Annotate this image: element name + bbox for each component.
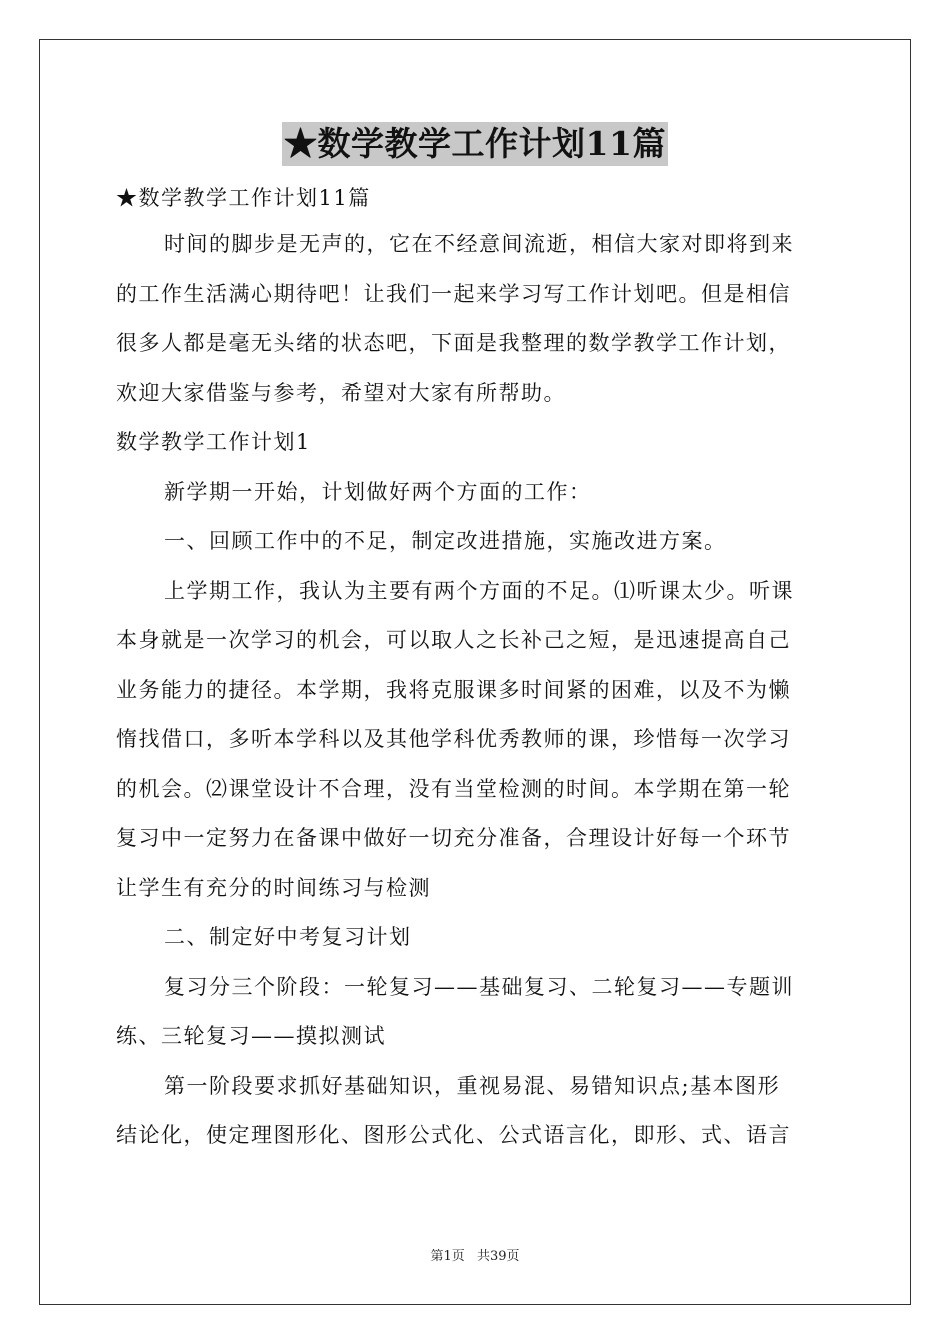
- text-line: 第一阶段要求抓好基础知识，重视易混、易错知识点;基本图形: [164, 1073, 781, 1098]
- text-line: 一、回顾工作中的不足，制定改进措施，实施改进方案。: [164, 529, 727, 553]
- text-line: 的机会。⑵课堂设计不合理，没有当堂检测的时间。本学期在第一轮: [116, 776, 791, 801]
- text-line: 复习分三个阶段：一轮复习——基础复习、二轮复习——专题训: [164, 974, 794, 999]
- text-line: 惰找借口，多听本学科以及其他学科优秀教师的课，珍惜每一次学习: [116, 727, 791, 751]
- text-line: 新学期一开始，计划做好两个方面的工作：: [164, 479, 592, 504]
- text-line: 业务能力的捷径。本学期，我将克服课多时间紧的困难，以及不为懒: [116, 677, 791, 702]
- page-footer: [0, 1245, 950, 1264]
- text-line: 上学期工作，我认为主要有两个方面的不足。⑴听课太少。听课: [164, 578, 794, 603]
- document-title: ★数学教学工作计划11篇: [282, 122, 668, 166]
- text-line: 的工作生活满心期待吧！让我们一起来学习写工作计划吧。但是相信: [116, 281, 791, 306]
- text-line: 结论化，使定理图形化、图形公式化、公式语言化，即形、式、语言: [116, 1123, 791, 1147]
- text-line: 本身就是一次学习的机会，可以取人之长补己之短，是迅速提高自己: [116, 628, 791, 652]
- text-line: 时间的脚步是无声的，它在不经意间流逝，相信大家对即将到来: [164, 232, 794, 256]
- text-line: 复习中一定努力在备课中做好一切充分准备，合理设计好每一个环节: [116, 826, 791, 850]
- text-line: 欢迎大家借鉴与参考，希望对大家有所帮助。: [116, 380, 566, 405]
- page-number: 第1页: [430, 1249, 465, 1264]
- text-line: 让学生有充分的时间练习与检测: [116, 875, 431, 900]
- text-line: 数学教学工作计划1: [116, 430, 311, 454]
- page-total: 共39页: [476, 1249, 520, 1264]
- text-line: 二、制定好中考复习计划: [164, 925, 412, 949]
- text-line: 很多人都是毫无头绪的状态吧，下面是我整理的数学教学工作计划，: [116, 331, 791, 355]
- title-container: [0, 122, 950, 166]
- subtitle-line: ★数学教学工作计划11篇: [116, 186, 371, 210]
- text-line: 练、三轮复习——摸拟测试: [116, 1024, 386, 1048]
- document-body: [116, 176, 836, 1161]
